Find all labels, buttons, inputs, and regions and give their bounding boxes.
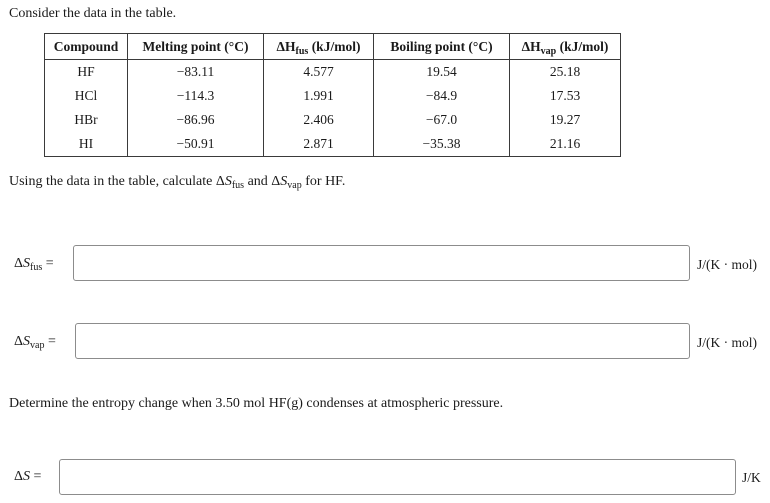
svap-unit: J/(K · mol) — [697, 335, 757, 350]
svap-sub: vap — [30, 340, 45, 351]
data-table — [44, 33, 621, 157]
cell-melting-point: −50.91 — [128, 132, 264, 157]
svap-input[interactable] — [75, 323, 690, 359]
s-input[interactable] — [59, 459, 736, 495]
cell-hfus: 4.577 — [264, 60, 374, 85]
cell-melting-point: −83.11 — [128, 60, 264, 85]
header-hvap-unit: (kJ/mol) — [556, 38, 609, 54]
sfus-label — [14, 256, 54, 272]
cell-compound: HBr — [45, 108, 128, 132]
header-hfus-sub: fus — [295, 45, 309, 57]
intro-text: Consider the data in the table. — [9, 6, 177, 21]
sfus-s: S — [23, 256, 31, 271]
s-equals: = — [30, 469, 42, 484]
cell-melting-point: −114.3 — [128, 84, 264, 108]
question-1-delta: Δ — [215, 174, 225, 189]
header-hfus — [264, 34, 374, 60]
question-1-and: and — [244, 174, 272, 189]
table-row — [45, 108, 621, 132]
header-hfus-symbol: ΔH — [276, 38, 296, 54]
question-1-text — [9, 174, 345, 190]
cell-compound: HCl — [45, 84, 128, 108]
cell-hvap: 19.27 — [510, 108, 621, 132]
cell-melting-point: −86.96 — [128, 108, 264, 132]
question-1-suffix: for HF. — [301, 174, 346, 189]
question-1-s-vap: S — [280, 174, 288, 189]
sfus-input[interactable] — [73, 245, 690, 281]
svap-delta: Δ — [14, 334, 24, 349]
svap-label — [14, 334, 56, 350]
cell-hvap: 25.18 — [510, 60, 621, 85]
cell-compound: HF — [45, 60, 128, 85]
svap-equals: = — [44, 334, 56, 349]
sfus-equals: = — [42, 256, 54, 271]
question-1-delta-vap: Δ — [271, 174, 281, 189]
cell-hfus: 2.406 — [264, 108, 374, 132]
cell-hfus: 2.871 — [264, 132, 374, 157]
question-1-prefix: Using the data in the table, calculate — [9, 174, 216, 189]
cell-boiling-point: −84.9 — [374, 84, 510, 108]
header-melting-point: Melting point (°C) — [128, 34, 264, 60]
header-boiling-point: Boiling point (°C) — [374, 34, 510, 60]
cell-boiling-point: −35.38 — [374, 132, 510, 157]
cell-hvap: 17.53 — [510, 84, 621, 108]
header-compound: Compound — [45, 34, 128, 60]
s-unit: J/K — [742, 470, 761, 485]
table-row — [45, 60, 621, 85]
svap-s: S — [23, 334, 31, 349]
header-hvap-sub: vap — [540, 45, 557, 57]
s-delta: Δ — [14, 469, 24, 484]
table-header-row — [45, 34, 621, 60]
question-1-sub-fus: fus — [231, 180, 245, 191]
cell-boiling-point: −67.0 — [374, 108, 510, 132]
sfus-sub: fus — [30, 262, 43, 273]
header-hvap-symbol: ΔH — [521, 38, 541, 54]
cell-hfus: 1.991 — [264, 84, 374, 108]
header-hvap — [510, 34, 621, 60]
cell-hvap: 21.16 — [510, 132, 621, 157]
s-s: S — [23, 469, 31, 484]
table-row — [45, 132, 621, 157]
question-1-s-fus: S — [224, 174, 232, 189]
cell-boiling-point: 19.54 — [374, 60, 510, 85]
question-1-sub-vap: vap — [287, 180, 302, 191]
sfus-delta: Δ — [14, 256, 24, 271]
header-hfus-unit: (kJ/mol) — [308, 38, 361, 54]
table-row — [45, 84, 621, 108]
cell-compound: HI — [45, 132, 128, 157]
s-label — [14, 469, 41, 485]
sfus-unit: J/(K · mol) — [697, 257, 757, 272]
question-2-text: Determine the entropy change when 3.50 mol HF(g) condenses at atmospheric pressure. — [9, 396, 504, 411]
